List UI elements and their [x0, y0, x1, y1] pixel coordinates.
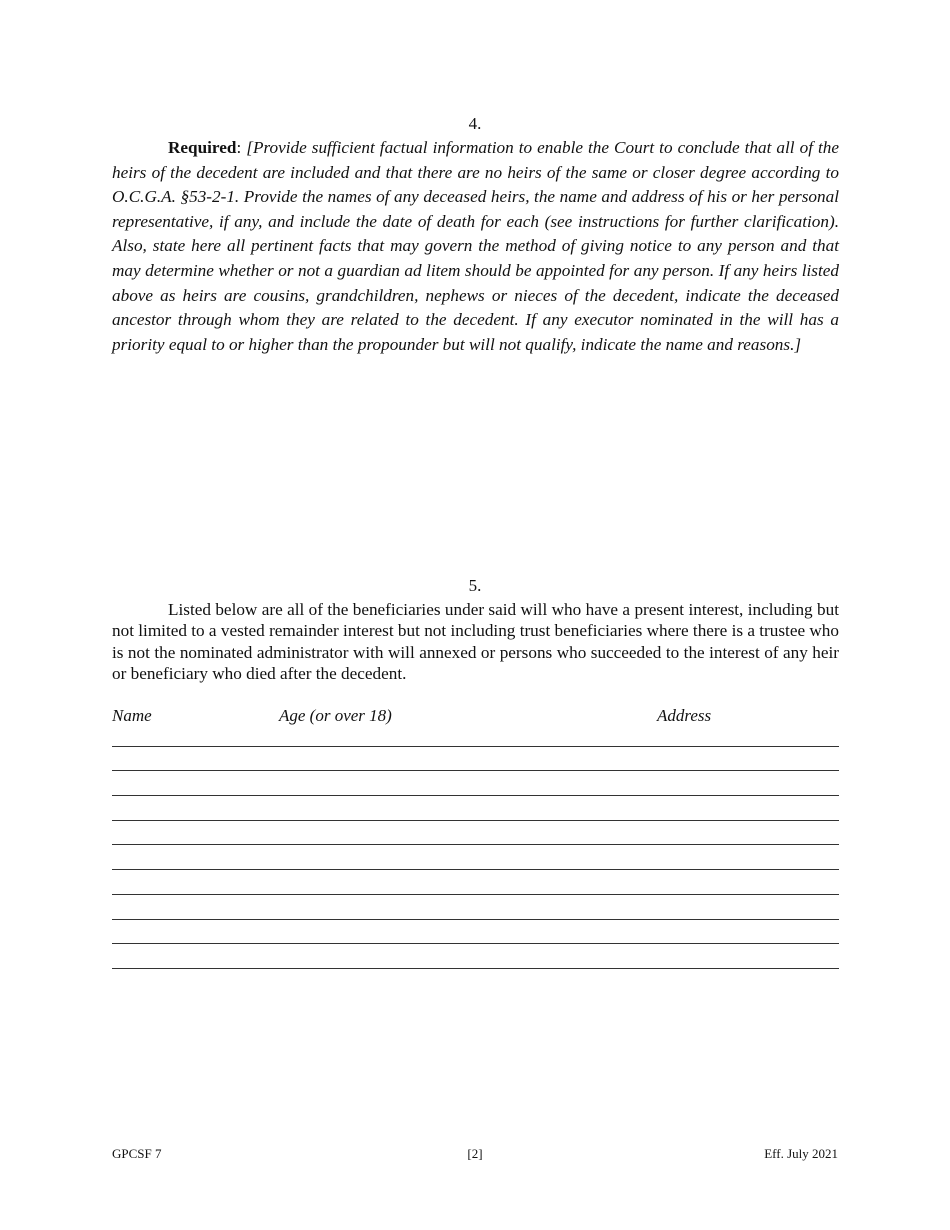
beneficiary-entry-line: [112, 722, 839, 747]
column-header-address: Address: [657, 706, 712, 725]
section-5-number: 5.: [468, 576, 482, 595]
beneficiary-entry-line: [112, 895, 839, 920]
section-5-text: Listed below are all of the beneficiaries under said will who have a present interest, including but not limited to a vested remainder interest but not including trust beneficiaries where there is a trustee who is not the nominated administrator with will annexed or persons who succeeded to the interest of any heir or beneficiary who died after the decedent.: [112, 600, 839, 683]
required-label: Required: [168, 138, 237, 157]
beneficiary-entry-lines: [112, 722, 839, 969]
beneficiary-entry-line: [112, 920, 839, 945]
footer-page-number: [2]: [467, 1146, 483, 1161]
section-4-instructions: [112, 136, 839, 357]
section-4-text: [Provide sufficient factual information to enable the Court to conclude that all of the heirs of the decedent are included and that there are no heirs of the same or closer degree according to O.C.G.A. §53-2-1. Provide the names of any deceased heirs, the name and address of his or her personal representative, if any, and include the date of death for each (see instructions for further clarification). Also, state here all pertinent facts that may govern the method of giving notice to any person and that may determine whether or not a guardian ad litem should be appointed for any person. If any heirs listed above as heirs are cousins, grandchildren, nephews or nieces of the decedent, indicate the deceased ancestor through whom they are related to the decedent. If any executor nominated in the will has a priority equal to or higher than the propounder but will not qualify, indicate the name and reasons.]: [112, 138, 839, 354]
footer-form-id: GPCSF 7: [112, 1146, 162, 1161]
beneficiary-entry-line: [112, 845, 839, 870]
section-4-number: 4.: [468, 114, 482, 133]
beneficiary-entry-line: [112, 796, 839, 821]
beneficiary-entry-line: [112, 944, 839, 969]
beneficiary-entry-line: [112, 870, 839, 895]
beneficiary-entry-line: [112, 821, 839, 846]
column-header-age: Age (or over 18): [279, 706, 392, 725]
required-separator: :: [236, 138, 247, 157]
column-header-name: Name: [112, 706, 152, 725]
beneficiary-entry-line: [112, 771, 839, 796]
beneficiary-entry-line: [112, 747, 839, 772]
footer-effective-date: Eff. July 2021: [764, 1146, 838, 1161]
